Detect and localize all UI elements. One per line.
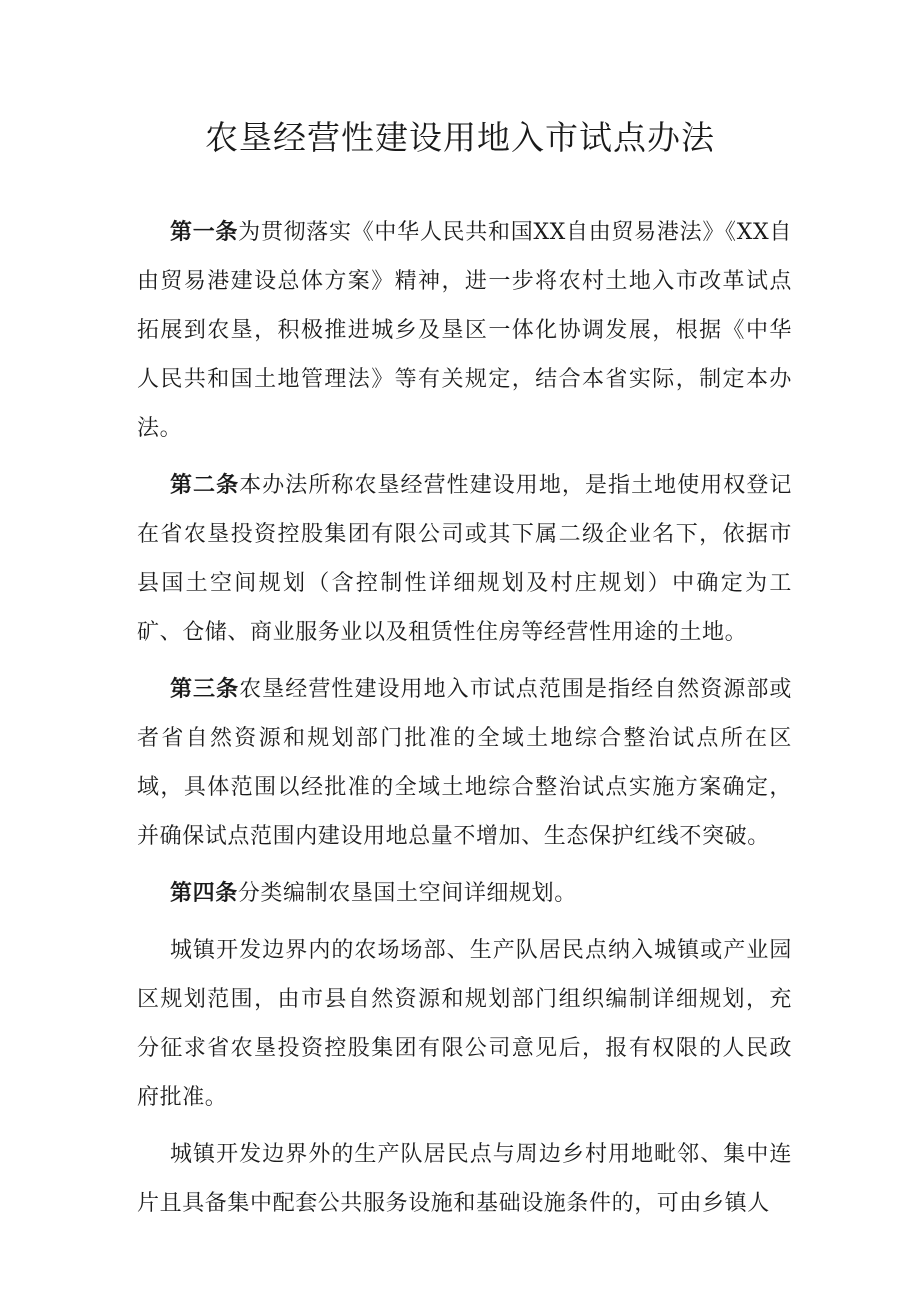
article-text: 本办法所称农垦经营性建设用地，是指土地使用权登记在省农垦投资控股集团有限公司或其下属二级企业名下，依据市县国土空间规划（含控制性详细规划及村庄规划）中确定为工矿、仓储、商业服务业以及租赁性住房等经营性用途的土地。 [137,473,792,645]
document-body [137,208,792,1236]
article-4 [137,869,792,918]
article-text: 分类编制农垦国土空间详细规划。 [237,881,577,906]
paragraph: 城镇开发边界内的农场场部、生产队居民点纳入城镇或产业园区规划范围，由市县自然资源和规划部门组织编制详细规划，充分征求省农垦投资控股集团有限公司意见后，报有权限的人民政府批准。 [137,938,792,1110]
article-label: 第三条 [170,676,240,702]
article-label: 第一条 [170,219,239,245]
article-label: 第四条 [170,880,238,906]
document-title: 农垦经营性建设用地入市试点办法 [205,118,715,157]
article-text: 农垦经营性建设用地入市试点范围是指经自然资源部或者省自然资源和规划部门批准的全域土地综合整治试点所在区域，具体范围以经批准的全域土地综合整治试点实施方案确定，并确保试点范围内建设用地总量不增加、生态保护红线不突破。 [137,677,792,849]
article-3 [137,665,792,861]
paragraph: 城镇开发边界外的生产队居民点与周边乡村用地毗邻、集中连片且具备集中配套公共服务设施和基础设施条件的，可由乡镇人 [137,1142,792,1216]
article-text: 为贯彻落实《中华人民共和国XX自由贸易港法》《XX自由贸易港建设总体方案》精神，进一步将农村土地入市改革试点拓展到农垦，积极推进城乡及垦区一体化协调发展，根据《中华人民共和国土地管理法》等有关规定，结合本省实际，制定本办法。 [137,220,792,441]
article-1 [137,208,792,453]
article-2 [137,461,792,657]
article-label: 第二条 [170,472,240,498]
